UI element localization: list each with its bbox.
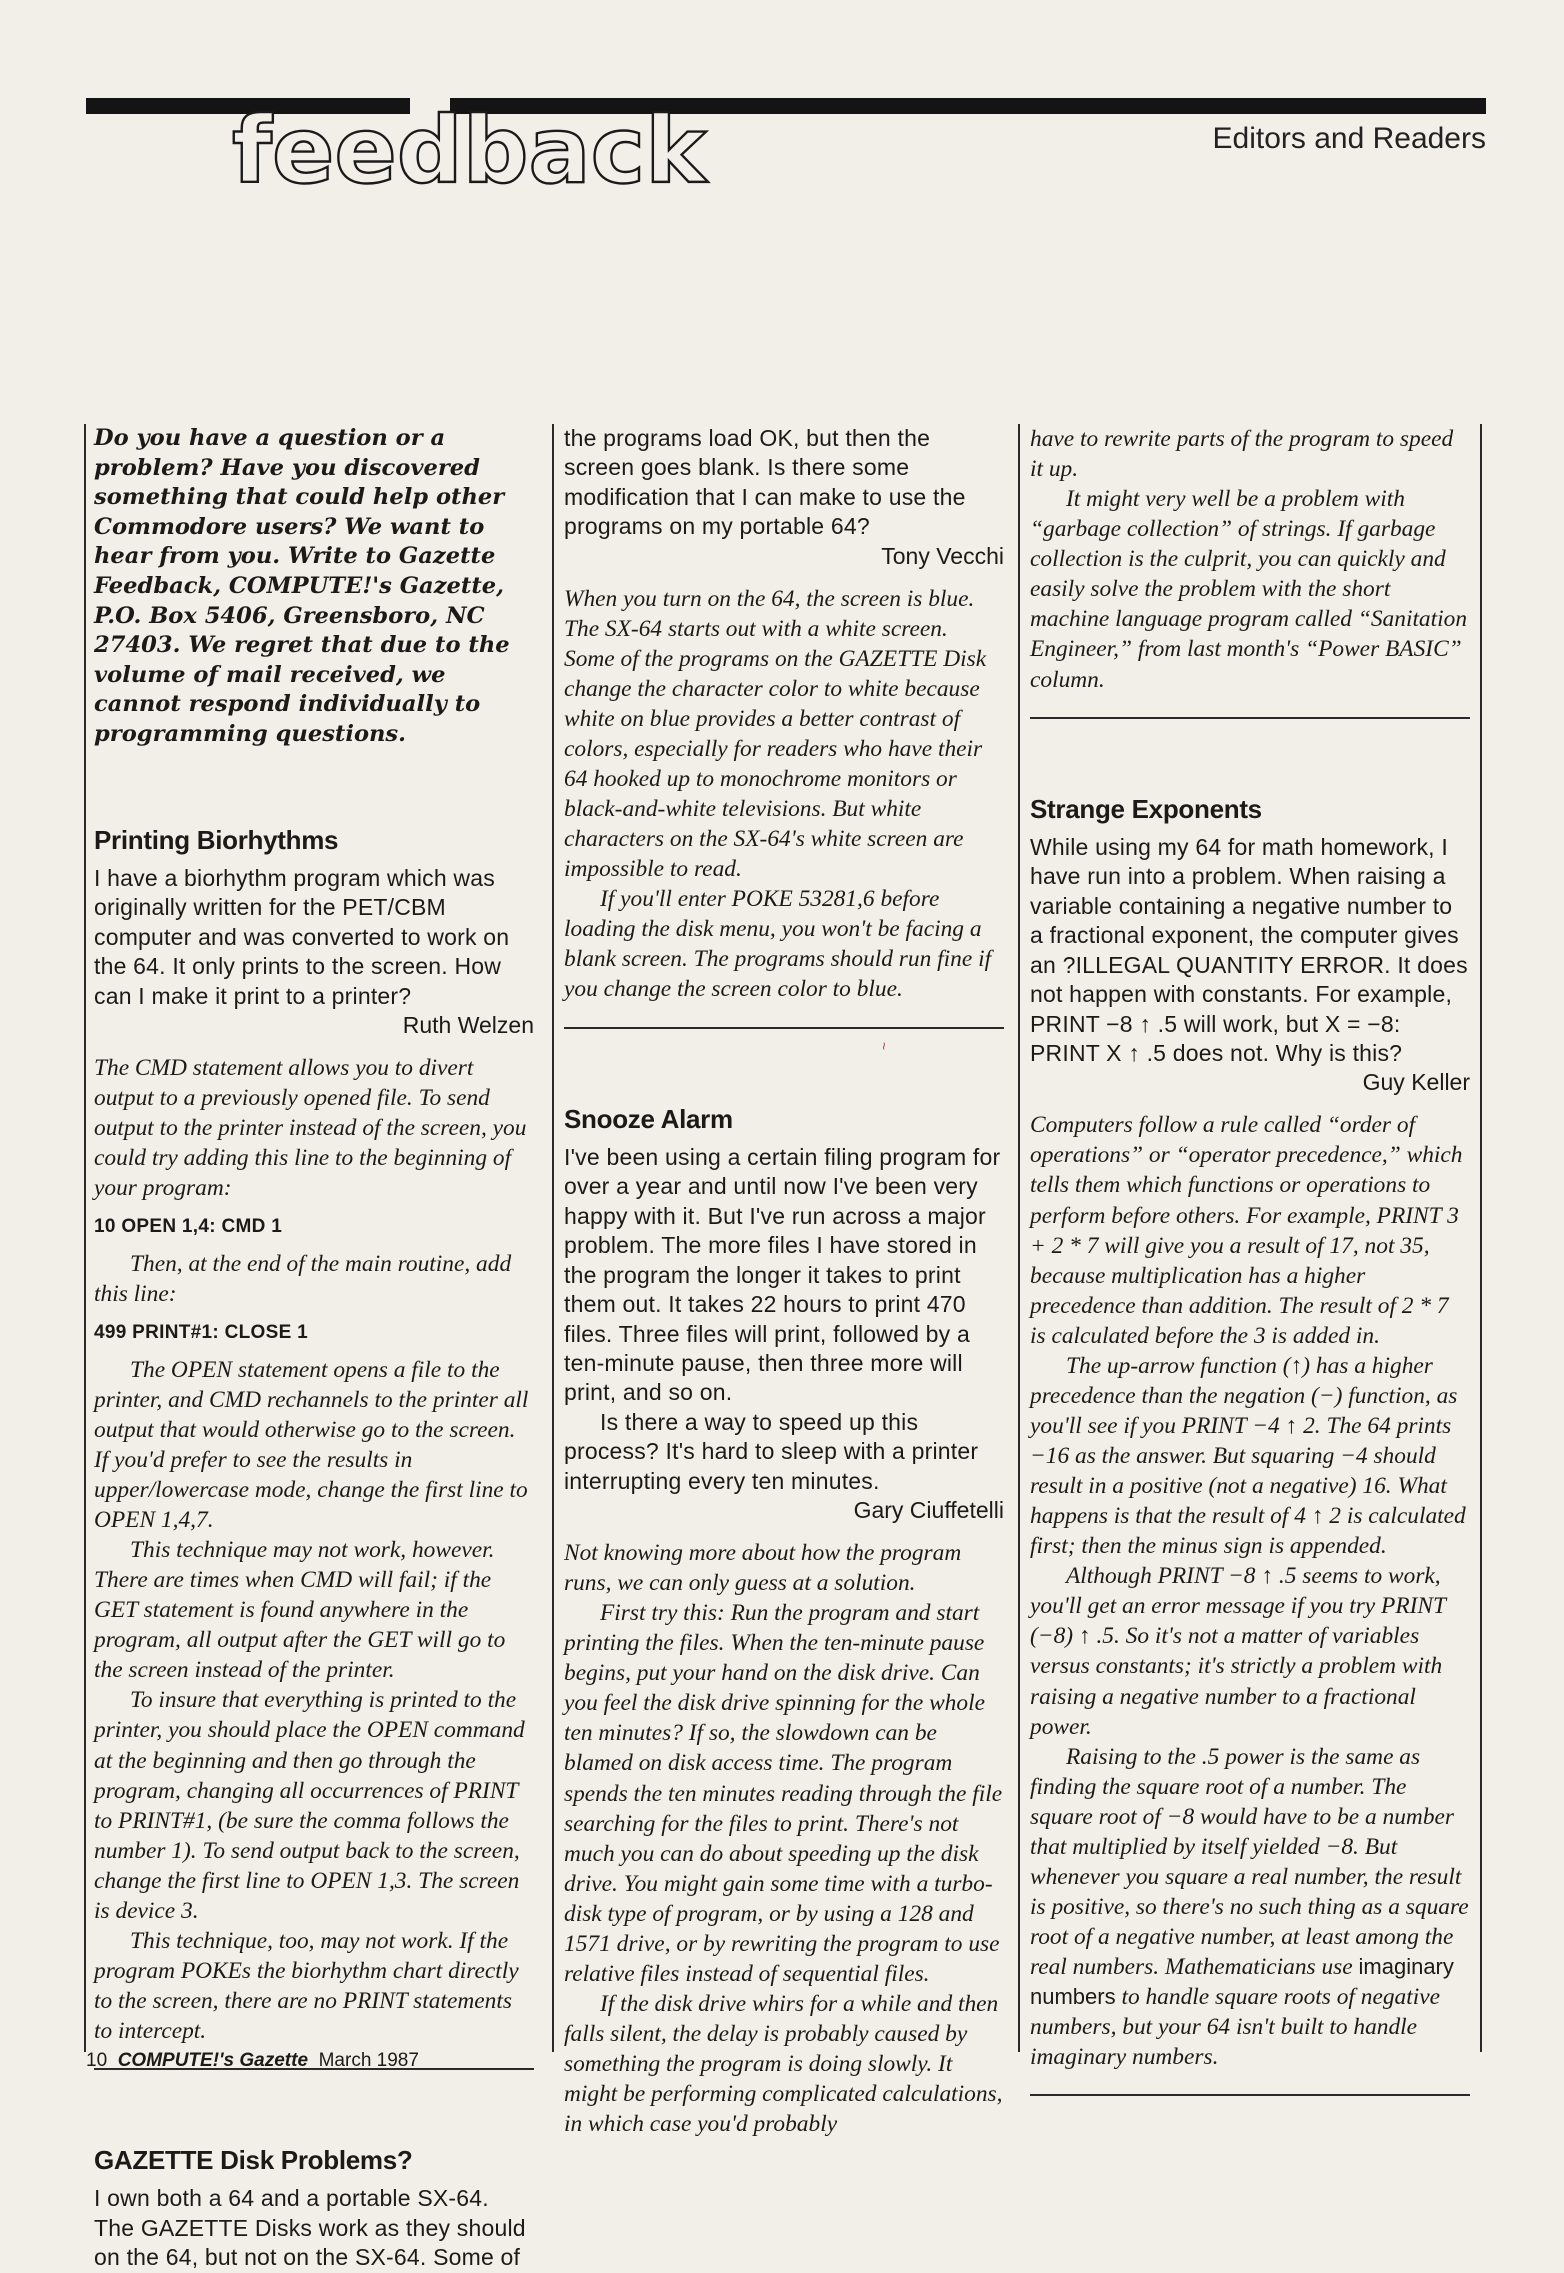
section-rule <box>564 1027 1004 1029</box>
page-number: 10 <box>86 2050 108 2071</box>
code-line-2: 499 PRINT#1: CLOSE 1 <box>94 1322 309 1344</box>
answer-snooze-3: If the disk drive whirs for a while and then falls silent, the delay is probably caused by something the program is doing slowly. It might be performing complicated calculations, in which case you'd probably <box>564 1990 1003 2138</box>
publication-name: COMPUTE!'s Gazette <box>117 2050 309 2071</box>
answer-snooze-1: Not knowing more about how the program runs, we can only guess at a solution. <box>564 1540 962 1597</box>
answer-printing-3: The OPEN statement opens a file to the printer, and CMD rechannels to the printer all output that would otherwise go to the screen. If you'd prefer to see the results in upper/lowercase mode, change the first line to OPEN 1,4,7. <box>94 1356 529 1533</box>
code-line-1: 10 OPEN 1,4: CMD 1 <box>94 1216 283 1238</box>
answer-exponents-4-post: to handle square roots of negative numbers, but your 64 isn't built to handle imaginary numbers. <box>1030 1984 1440 2071</box>
column-divider-2 <box>1018 424 1020 2052</box>
answer-exponents-1: Computers follow a rule called “order of operations” or “operator precedence,” which tells them which functions or operations to perform before others. For example, PRINT 3 + 2 * 7 will give you a result of 17, not 35, because multiplication has a higher precedence than addition. The result of 2 * 7 is calculated before the 3 is added in. <box>1030 1112 1463 1349</box>
column-3 <box>1030 424 1470 2071</box>
signature-guy-keller: Guy Keller <box>1362 1069 1470 1096</box>
column-divider-1 <box>552 424 554 2052</box>
letter-exponents: While using my 64 for math homework, I have run into a problem. When raising a variable containing a negative number to a fractional exponent, the computer gives an ?ILLEGAL QUANTITY ERROR. It does not happen with constants. For example, PRINT −8 ↑ .5 will work, but X = −8: PRINT X ↑ .5 does not. Why is this? <box>1030 833 1468 1066</box>
margin-mark: ~ <box>876 1041 893 1051</box>
heading-gazette-disk-problems: GAZETTE Disk Problems? <box>94 2145 413 2176</box>
heading-printing-biorhythms: Printing Biorhythms <box>94 824 339 855</box>
answer-disk-2: If you'll enter POKE 53281,6 before loading the disk menu, you won't be facing a blank screen. The programs should run fine if you change the screen color to blue. <box>564 886 992 1003</box>
answer-snooze-2: First try this: Run the program and start printing the files. When the ten-minute pause begins, put your hand on the disk drive. Can you feel the disk drive spinning for the whole ten minutes? If so, the slowdown can be blamed on disk access time. The program spends the ten minutes reading through the file searching for the files to print. There's not much you can do about speeding up the disk drive. You might gain some time with a turbo-disk type of program, or by using a 128 and 1571 drive, or by rewriting the program to use relative files instead of sequential files. <box>564 1600 1003 1987</box>
intro-text: Do you have a question or a problem? Have you discovered something that could help other Commodore users? We want to hear from you. Write to Gazette Feedback, COMPUTE!'s Gazette, P.O. Box 5406, Greensboro, NC 27403. We regret that due to the volume of mail received, we cannot respond individually to programming questions. <box>94 425 510 747</box>
answer-exponents-4 <box>1030 1742 1470 2073</box>
answer-exponents-4-pre: Raising to the .5 power is the same as finding the square root of a number. The square root of −8 would have to be a number that multiplied by itself yielded −8. But whenever you square a real number, the result is positive, so there's no such thing as a square root of a negative number, at least among the real numbers. Mathematicians use <box>1030 1743 1469 1981</box>
section-title: Editors and Readers <box>1212 122 1486 155</box>
answer-printing-4: This technique may not work, however. There are times when CMD will fail; if the GET statement is found anywhere in the program, all output after the GET will go to the screen instead of the printer. <box>94 1537 506 1684</box>
column-2 <box>564 424 1004 2138</box>
issue-date: March 1987 <box>318 2050 419 2071</box>
page-footer <box>86 2050 419 2072</box>
heading-strange-exponents: Strange Exponents <box>1030 793 1262 824</box>
signature-ruth-welzen: Ruth Welzen <box>402 1012 534 1039</box>
letter-snooze-2: Is there a way to speed up this process? It's hard to sleep with a printer interrupting every ten minutes. <box>564 1408 979 1494</box>
term-imaginary-numbers: imaginary numbers <box>1030 1954 1454 2010</box>
letter-snooze-1: I've been using a certain filing program for over a year and until now I've been very happy with it. But I've run across a major problem. The more files I have stored in the program the longer it takes to print them out. It takes 22 hours to print 470 files. Three files will print, followed by a ten-minute pause, then three more will print, and so on. <box>564 1143 1001 1406</box>
answer-exponents-2: The up-arrow function (↑) has a higher precedence than the negation (−) function, as you'll see if you PRINT −4 ↑ 2. The 64 prints −16 as the answer. But squaring −4 should result in a positive (not a negative) 16. What happens is that the result of 4 ↑ 2 is calculated first; then the minus sign is appended. <box>1030 1352 1466 1560</box>
feedback-logo <box>232 96 707 204</box>
answer-disk-1: When you turn on the 64, the screen is blue. The SX-64 starts out with a white screen. Some of the programs on the GAZETTE Disk change the character color to white because white on blue provides a better contrast of colors, especially for readers who have their 64 hooked up to monochrome monitors or black-and-white televisions. But white characters on the SX-64's white screen are impossible to read. <box>564 585 987 883</box>
answer-printing-2: Then, at the end of the main routine, add this line: <box>94 1250 512 1307</box>
answer-exponents-3: Although PRINT −8 ↑ .5 seems to work, you'll get an error message if you try PRINT (−8) ↑ .5. So it's not a matter of variables versus constants; it's strictly a problem with raising a negative number to a fractional power. <box>1030 1563 1446 1740</box>
letter-printing: I have a biorhythm program which was originally written for the PET/CBM computer and was converted to work on the 64. It only prints to the screen. How can I make it print to a printer? <box>94 864 510 1009</box>
section-rule <box>1030 2094 1470 2096</box>
left-margin-rule <box>84 424 86 2052</box>
answer-printing-1: The CMD statement allows you to divert output to a previously opened file. To send output to the printer instead of the screen, you could try adding this line to the beginning of your program: <box>94 1054 527 1202</box>
right-margin-rule <box>1480 424 1482 2052</box>
letter-disk-end: the programs load OK, but then the screen goes blank. Is there some modification that I can make to use the programs on my portable 64? <box>564 425 966 540</box>
section-rule <box>1030 717 1470 719</box>
heading-snooze-alarm: Snooze Alarm <box>564 1103 733 1134</box>
logo-text: feedback <box>232 97 707 204</box>
answer-snooze-3-end: have to rewrite parts of the program to speed it up. <box>1030 426 1454 483</box>
answer-printing-6: This technique, too, may not work. If the program POKEs the biorhythm chart directly to the screen, there are no PRINT statements to intercept. <box>94 1927 519 2045</box>
signature-gary-ciuffetelli: Gary Ciuffetelli <box>853 1497 1004 1524</box>
signature-tony-vecchi: Tony Vecchi <box>881 542 1004 569</box>
letter-disk-start: I own both a 64 and a portable SX-64. The GAZETTE Disks work as they should on the 64, but not on the SX-64. Some of <box>94 2185 526 2271</box>
answer-printing-5: To insure that everything is printed to the printer, you should place the OPEN command at the beginning and then go through the program, changing all occurrences of PRINT to PRINT#1, (be sure the comma follows the number 1). To send output back to the screen, change the first line to OPEN 1,3. The screen is device 3. <box>94 1687 525 1924</box>
answer-snooze-4: It might very well be a problem with “garbage collection” of strings. If garbage collection is the culprit, you can quickly and easily solve the problem with the short machine language program called “Sanitation Engineer,” from last month's “Power BASIC” column. <box>1030 486 1468 693</box>
